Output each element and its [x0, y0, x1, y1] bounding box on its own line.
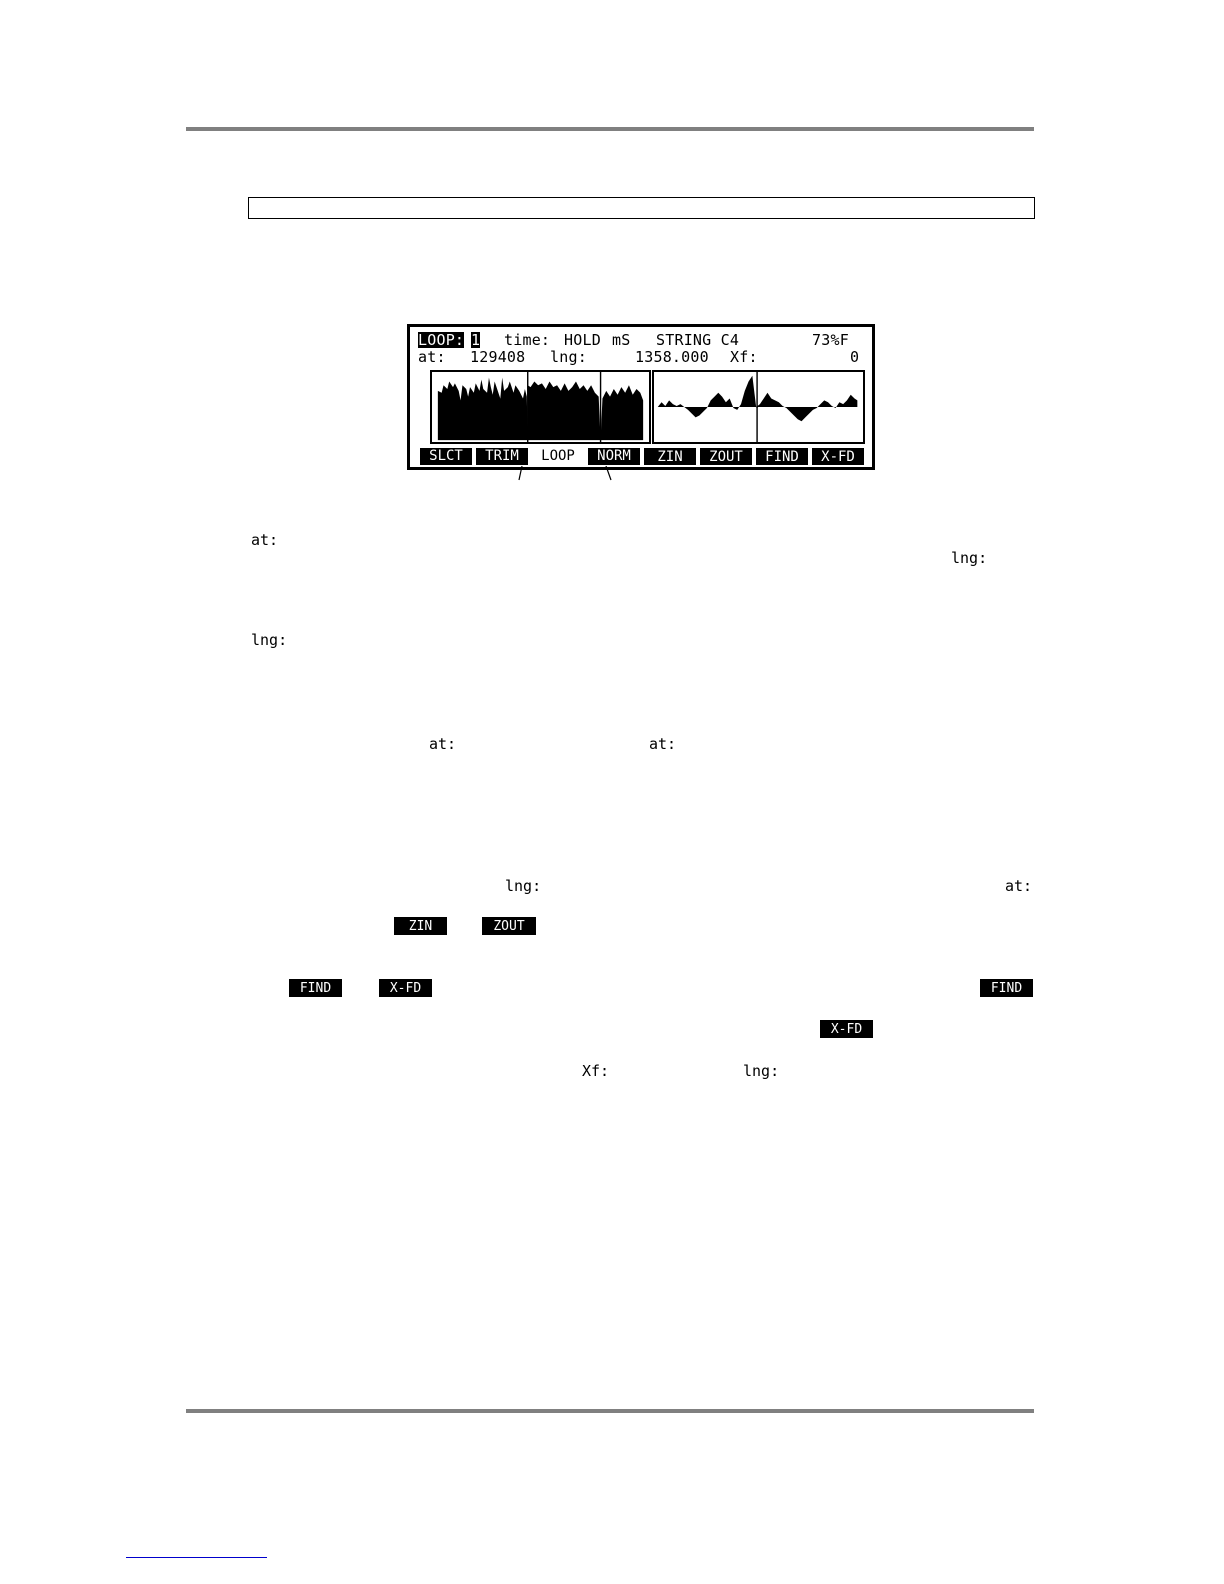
- softkey-norm[interactable]: NORM: [588, 448, 640, 465]
- inline-xf-token: Xf:: [582, 1062, 610, 1080]
- softkey-zout[interactable]: ZOUT: [700, 448, 752, 465]
- time-value[interactable]: HOLD: [564, 331, 601, 349]
- inline-lng-token: lng:: [951, 549, 988, 567]
- inline-zin-key: ZIN: [395, 918, 446, 934]
- time-unit: mS: [612, 331, 631, 349]
- footer-link-underline[interactable]: [126, 1557, 267, 1558]
- inline-find-key: FIND: [290, 980, 341, 996]
- inline-lng-token: lng:: [505, 877, 542, 895]
- inline-at-token: at:: [649, 735, 677, 753]
- section-header-box: [248, 197, 1035, 219]
- top-rule: [186, 127, 1034, 131]
- lng-label: lng:: [550, 348, 587, 366]
- sample-name: STRING C4: [656, 331, 740, 349]
- bottom-rule: [186, 1409, 1034, 1413]
- softkey-slct[interactable]: SLCT: [420, 448, 472, 465]
- loop-overview-waveform: [430, 370, 651, 444]
- loop-label: LOOP:: [418, 331, 465, 349]
- softkey-zin[interactable]: ZIN: [644, 448, 696, 465]
- softkey-trim[interactable]: TRIM: [476, 448, 528, 465]
- at-value[interactable]: 129408: [470, 348, 526, 366]
- loop-number[interactable]: 1: [471, 331, 481, 349]
- inline-lng-token: lng:: [743, 1062, 780, 1080]
- softkey-find[interactable]: FIND: [756, 448, 808, 465]
- inline-lng-token: lng:: [251, 631, 288, 649]
- xf-value[interactable]: 0: [850, 348, 860, 366]
- inline-xfd-key: X-FD: [821, 1021, 872, 1037]
- loop-splice-waveform: [652, 370, 865, 444]
- inline-at-token: at:: [251, 531, 279, 549]
- lcd-screen: [407, 324, 875, 470]
- inline-zout-key: ZOUT: [483, 918, 535, 934]
- at-label: at:: [418, 348, 446, 366]
- softkey-x-fd[interactable]: X-FD: [812, 448, 864, 465]
- loop-marker-pointers: [510, 466, 620, 482]
- xf-label: Xf:: [730, 348, 758, 366]
- softkey-loop[interactable]: LOOP: [532, 448, 584, 465]
- inline-at-token: at:: [429, 735, 457, 753]
- lng-value[interactable]: 1358.000: [635, 348, 709, 366]
- inline-at-token: at:: [1005, 877, 1033, 895]
- time-label: time:: [504, 331, 551, 349]
- percent-readout: 73%F: [812, 331, 849, 349]
- inline-find-key: FIND: [981, 980, 1032, 996]
- inline-xfd-key: X-FD: [380, 980, 431, 996]
